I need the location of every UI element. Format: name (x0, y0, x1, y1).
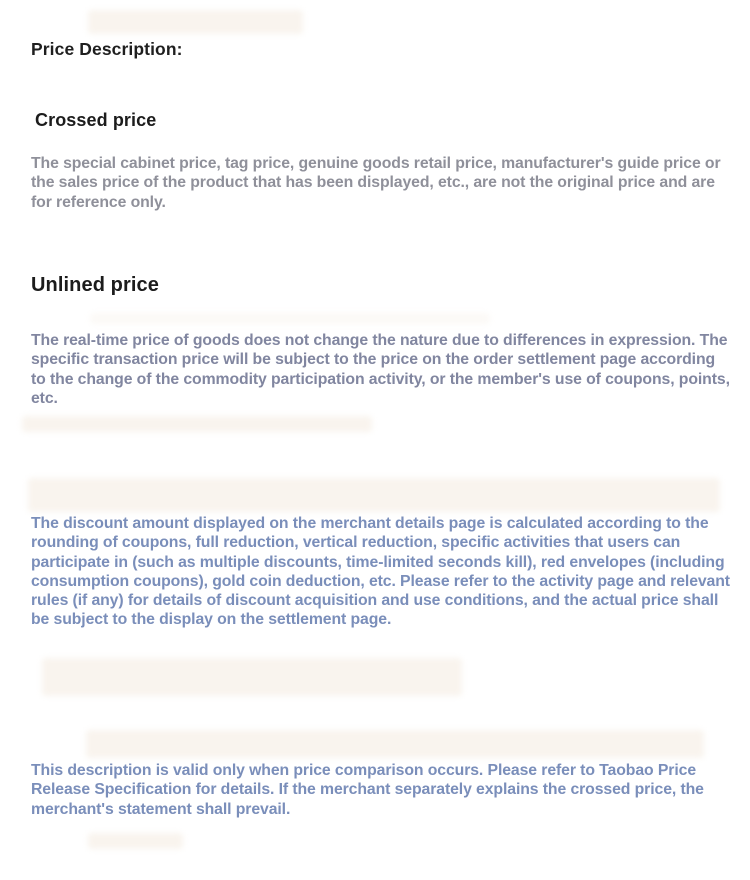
inpaint-artifact-smudge (90, 313, 490, 324)
discount-calculation-description: The discount amount displayed on the merchant details page is calculated according to the rounding of coupons, full reduction, vertical reduction, specific activities that users can participate in (such as multiple discounts, time-limited seconds kill), red envelopes (including consumption coupons), gold coin deduction, etc. Please refer to the activity page and relevant rules (if any) for details of discount acquisition and use conditions, and the actual price shall be subject to the display on the settlement page. (31, 515, 730, 629)
section-heading-crossed-price: Crossed price (35, 110, 157, 130)
inpaint-artifact-smudge (28, 478, 720, 512)
inpaint-artifact-smudge (22, 416, 372, 432)
page-title: Price Description: (31, 39, 183, 59)
inpaint-artifact-smudge (88, 833, 183, 849)
inpaint-artifact-smudge (42, 658, 462, 696)
inpaint-artifact-smudge (86, 730, 704, 758)
price-comparison-validity-note: This description is valid only when price comparison occurs. Please refer to Taobao Price Release Specification for details. If the merchant separately explains the crossed price, the merchant's statement shall prevail. (31, 762, 704, 818)
inpaint-artifact-smudge (88, 10, 303, 34)
unlined-price-description: The real-time price of goods does not change the nature due to differences in expression. The specific transaction price will be subject to the price on the order settlement page according to the change of the commodity participation activity, or the member's use of coupons, points, etc. (31, 332, 730, 407)
crossed-price-description: The special cabinet price, tag price, genuine goods retail price, manufacturer's guide price or the sales price of the product that has been displayed, etc., are not the original price and are for reference only. (31, 155, 721, 211)
section-heading-unlined-price: Unlined price (31, 274, 159, 296)
